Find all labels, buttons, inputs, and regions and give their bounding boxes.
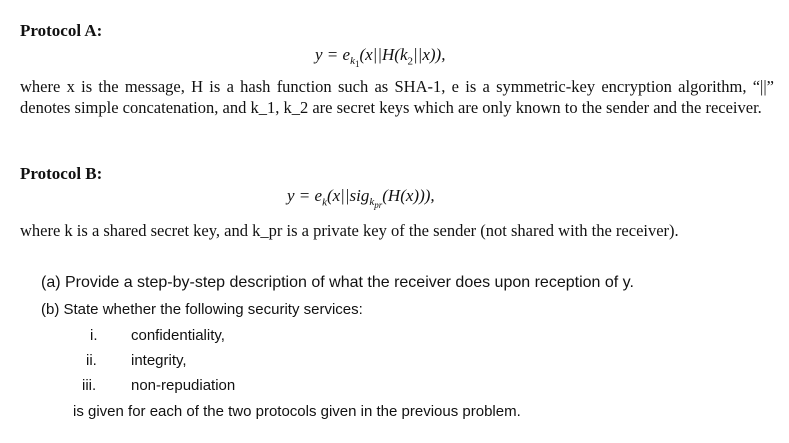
protocol-b-description-text: where k is a shared secret key, and k_pr is a private key of the sender (not shared with the receiver). [20,221,679,240]
protocol-a-description-text: where x is the message, H is a hash function such as SHA-1, e is a symmetric-key encryption algorithm, “||” denotes simple concatenation, and k_1, k_2 are secret keys which are only known to the sender and the receiver. [20,77,774,117]
question-a: (a) Provide a step-by-step description of what the receiver does upon reception of y. [41,274,634,291]
question-b-item-1-text: confidentiality, [131,327,225,344]
protocol-a-equation-text: $y = e_{k_1}(x||H(k_2||x))$, [315,45,446,70]
question-b-item-1-num: i. [90,327,98,344]
question-b-item-3-num: iii. [82,377,97,394]
protocol-a-equation [315,45,445,70]
question-b-item-3-text: non-repudiation [131,377,236,394]
question-b-item-2-text: integrity, [131,352,187,369]
protocol-b-equation-text: $y = e_k(x||sig_{k_{pr}}(H(x)))$, [287,186,435,211]
question-b-item-2-num: ii. [86,352,97,369]
protocol-a-heading: Protocol A: [20,21,103,40]
protocol-b-heading: Protocol B: [20,164,103,183]
question-b: (b) State whether the following security services: [41,301,363,318]
protocol-b-description [20,220,780,241]
protocol-a-description [20,76,774,118]
protocol-b-equation [287,186,435,211]
question-closing: is given for each of the two protocols given in the previous problem. [73,403,521,420]
